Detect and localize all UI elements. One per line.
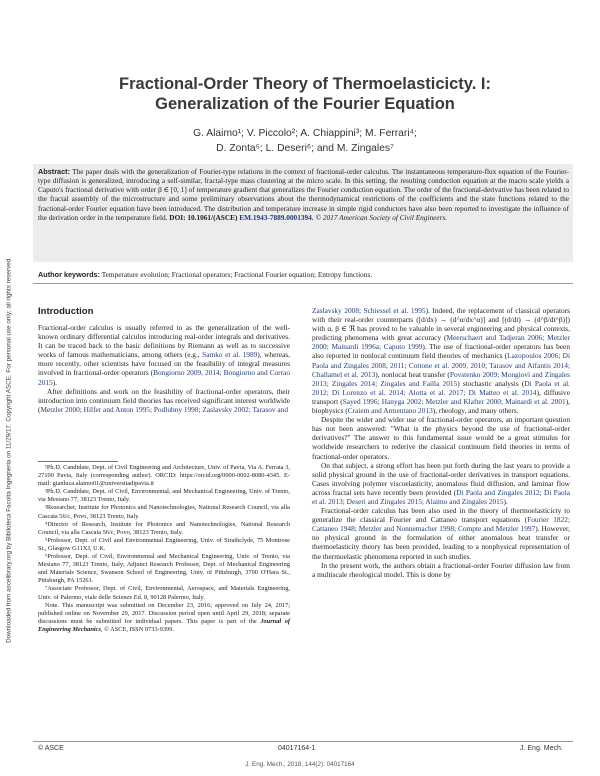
keywords-text: Temperature evolution; Fractional operators; Fractional Fourier equation; Entropy functions. xyxy=(101,270,373,279)
citation-link[interactable]: Lazopoulos 2006; Di Paola and Zingales 2008, 2011; Cottone et al. 2009, 2010; Tarasov and Aifantis 2014; Challamel et al. 2013 xyxy=(312,351,570,379)
submission-note: Note. This manuscript was submitted on December 23, 2016; approved on July 24, 2017; published online on November 29, 2017. Discussion period open until April 29, 2018; separate discussions must be submitted for individual papers. This paper is part of the Journal of Engineering Mechanics, © ASCE, ISSN 0733-9399. xyxy=(38,601,290,633)
paragraph: In the present work, the authors obtain a fractional-order Fourier diffusion law from a multiscale rheological model. This is done by xyxy=(312,560,570,579)
footer-journal: J. Eng. Mech. xyxy=(520,745,563,752)
title-line-2: Generalization of the Fourier Equation xyxy=(155,95,455,113)
footer-publisher: © ASCE xyxy=(38,745,64,752)
divider xyxy=(33,283,573,284)
left-column xyxy=(38,323,290,414)
copyright-notice: © 2017 American Society of Civil Engineers. xyxy=(315,212,448,222)
citation-link[interactable]: Povstenko 2009; Mongiovì and Zingales 2013; Zingales 2014; Zingales and Failla 2015 xyxy=(312,369,570,388)
journal-name: Journal of Engineering Mechanics xyxy=(38,617,290,633)
citation-line: J. Eng. Mech., 2018, 144(2): 04017164 xyxy=(245,761,355,768)
footer-page-id: 04017164-1 xyxy=(278,745,316,752)
paragraph: Despite the wider and wider use of fractional-order operators, an important question has not been answered: "What is the physics beyond the use of fractional-order derivatives?" The answer to this fundamental issue would be a great stimulus for worldwide researchers to rederive the classical continuum field theories in terms of fractional-order operators. xyxy=(312,415,570,461)
paragraph: After definitions and work on the feasibility of fractional-order operators, their introduction into continuum field theories has received significant interest worldwide (Metzler 2000; Hilfer and Anton 1995; Podlubny 1998; Zaslavsky 2002; Tarasov and xyxy=(38,386,290,414)
citation-link[interactable]: Di Paola et al. 2012; Di Lorenzo et al. 2014; Alotta et al. 2017; Di Matteo et al. 2014 xyxy=(312,378,570,397)
citation-link[interactable]: Metzler 2000; Hilfer and Anton 1995; Podlubny 1998; Zaslavsky 2002; Tarasov and xyxy=(40,404,289,414)
citation-link[interactable]: Di Paola and Zingales 2012; Di Paola et al. 2013; Deseri and Zingales 2015; Alaimo and Zingales 2015 xyxy=(312,487,570,506)
citation-link[interactable]: Meerschaert and Tadjeran 2006; Metzler 2000; Mainardi 1996a; Caputo 1999 xyxy=(312,333,570,352)
download-sidebar-note xyxy=(3,150,15,750)
author-list xyxy=(40,126,570,156)
authors-line-2: D. Zonta⁵; L. Deseri⁶; and M. Zingales⁷ xyxy=(216,143,394,154)
citation-link[interactable]: Samko et al. 1989 xyxy=(202,350,258,360)
abstract-label: Abstract: xyxy=(38,167,71,176)
citation-link[interactable]: Sayed 1996; Hanyga 2002; Metzler and Klafter 2000; Mainardi et al. 2001 xyxy=(342,396,566,406)
author-keywords xyxy=(38,270,569,279)
authors-line-1: G. Alaimo¹; V. Piccolo²; A. Chiappini³; M. Ferrari⁴; xyxy=(193,128,417,139)
doi-label[interactable]: DOI: 10.1061/(ASCE) xyxy=(169,212,238,222)
sidebar-text: Downloaded from ascelibrary.org by Biblioteca Facolta Ingegneria on 11/29/17. Copyright ASCE. For personal use only; all rights reserved. xyxy=(5,257,13,643)
footnote: ⁵Professor, Dept. of Civil and Environmental Engineering, Univ. of Strathclyde, 75 Montrose St., Glasgow G11XJ, U.K. xyxy=(38,536,290,552)
footnote: ²Ph.D. Candidate, Dept. of Civil, Environmental, and Mechanical Engineering, Univ. of Trento, via Mesiano 77, 38123 Trento, Italy. xyxy=(38,488,290,504)
title-line-1: Fractional-Order Theory of Thermoelasticicty. I: xyxy=(119,75,491,93)
paragraph: Fractional-order calculus is usually referred to as the generalization of the well-known ordinary differential calculus introducing real-order integrals and derivatives. It can be traced back to the basic definitions by Riemann as well as to successive works of famous mathematicians, among others (e.g., Samko et al. 1989), whereas, more recently, other scientists have focused on the feasibility of integral measures involved in fractional-order operators (Bongiorno 2009, 2014; Bongiorno and Corrao 2015). xyxy=(38,323,291,387)
paragraph: Fractional-order calculus has been also used in the theory of thermoelasticicty to generalize the classical Fourier and Cattaneo transport equations (Fourier 1822; Cattaneo 1948; Metzler and Nonnemacher 1998; Compte and Metzler 1997). However, no physical ground in the formulation of either anomalous heat transfer or thermoelasticity theory has been provided, leading to a nonphysical representation of the thermoelastic phenomena reported in such studies. xyxy=(312,506,570,561)
citation-link[interactable]: Zaslavsky 2008; Schiessel et al. 1995 xyxy=(312,306,426,315)
footnotes xyxy=(38,464,290,634)
abstract-text: The paper deals with the generalization of Fourier-type relations in the context of fractional-order calculus. The instantaneous temperature-flux equation of the Fourier-type diffusion is generalized, introducing a self-similar, fractal-type mass clustering at the micro scale. In this setting, the resulting conduction equation at the macro scale yields a Caputo's fractional derivative with order β ∈ [0, 1] of temperature gradient that generalizes the Fourier conduction equation. The order of the fractional-derivative has been related to the fractal assembly of the microstructure and some preliminary observations about the thermodynamical restrictions of the coefficients and the state functions related to the fractional-order Fourier equation have been introduced. The distribution and temperature increase in simple rigid conductors have also been reported to investigate the influence of the derivation order in the temperature field. xyxy=(38,167,569,222)
right-column xyxy=(312,306,570,579)
keywords-label: Author keywords: xyxy=(38,270,101,279)
paragraph: Zaslavsky 2008; Schiessel et al. 1995). Indeed, the replacement of classical operators with their real-order counterparts ([d/dx) → (d^α/dx^α)] and [(d/dt) → (d^β/dt^β)]) with α, β ∈ ℜ has proved to be valuable in several engineering and physical contexts, predicting phenomena with great accuracy (Meerschaert and Tadjeran 2006; Metzler 2000; Mainardi 1996a; Caputo 1999). The use of fractional-order operators has been also reported in nonlocal continuum field theories of mechanics (Lazopoulos 2006; Di Paola and Zingales 2008, 2011; Cottone et al. 2009, 2010; Tarasov and Aifantis 2014; Challamel et al. 2013), nonlocal heat transfer (Povstenko 2009; Mongiovì and Zingales 2013; Zingales 2014; Zingales and Failla 2015) stochastic analysis (Di Paola et al. 2012; Di Lorenzo et al. 2014; Alotta et al. 2017; Di Matteo et al. 2014), diffusive transport (Sayed 1996; Hanyga 2002; Metzler and Klafter 2000; Mainardi et al. 2001), biophysics (Craiem and Armentano 2013), rheology, and many others. xyxy=(312,306,571,416)
footnote: ³Researcher, Institute for Photonics and Nanotechnologies, National Research Council, via alla Cascata 56/c, Povo, 38123 Trento, Italy. xyxy=(38,504,290,520)
footnote: ⁴Director of Research, Institute for Photonics and Nanotechnologies, National Research Council, via alla Cascata 56/c, Povo, 38123 Trento, Italy. xyxy=(38,520,290,536)
citation-link[interactable]: Bongiorno 2009, 2014; Bongiorno and Corrao 2015 xyxy=(38,368,290,387)
citation-link[interactable]: Fourier 1822; Cattaneo 1948; Metzler and Nonnemacher 1998; Compte and Metzler 1997 xyxy=(312,515,570,534)
citation-link[interactable]: Craiem and Armentano 2013 xyxy=(347,406,433,416)
doi-link[interactable]: EM.1943-7889.0001394. xyxy=(239,212,314,222)
footnote: ¹Ph.D. Candidate, Dept. of Civil Engineering and Architecture, Univ. of Pavia, Via A. Ferrata 3, 27100 Pavia, Italy (corresponding author). ORCID: https://orcid.org/0000-0002-8080-4345. E-mail: gianluca.alaimo01@universitadipavia.it xyxy=(38,464,290,488)
section-heading-introduction: Introduction xyxy=(38,306,94,317)
paragraph: On that subject, a strong effort has been put forth during the last years to provide a solid physical ground in the use of fractional-order derivatives in transport equations. Cases involving polymer viscoelasticity, anomalous fluid diffusion, and laminar flow across fractal sets have recently been provided (Di Paola and Zingales 2012; Di Paola et al. 2013; Deseri and Zingales 2015; Alaimo and Zingales 2015). xyxy=(312,460,570,506)
footnote-rule xyxy=(38,461,118,462)
paper-title xyxy=(40,74,570,114)
footnote: ⁷Associate Professor, Dept. of Civil, Environmental, Aerospace, and Materials Engineering, Univ. of Palermo, viale delle Scienze Ed. 8, 90128 Palermo, Italy. xyxy=(38,585,290,601)
footer-divider xyxy=(33,741,573,742)
footnote: ⁶Professor, Dept. of Civil, Environmental and Mechanical Engineering, Univ. of Trento, via Mesiano 77, 38123 Trento, Italy; Adjunct Research Professor, Dept. of Mechanical Engineering and Materials Science, Swanson School of Engineering, Univ. of Pittsburgh, 3700 O'Hara St., Pittsburgh, PA 15261. xyxy=(38,553,290,585)
abstract xyxy=(38,167,569,222)
